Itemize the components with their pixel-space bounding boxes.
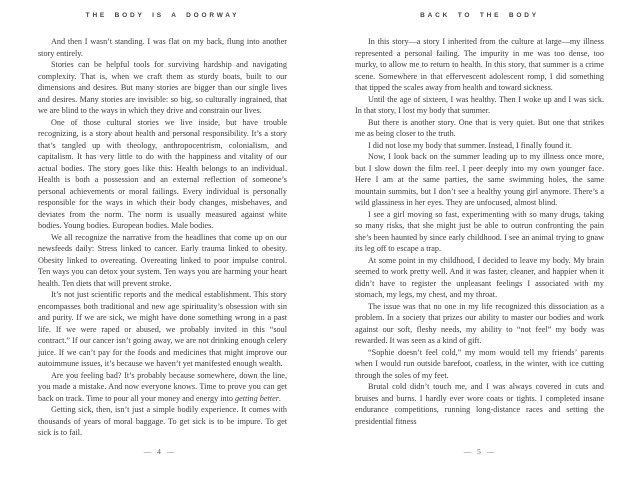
running-header-left: THE BODY IS A DOORWAY xyxy=(85,12,240,19)
text-segment: But there is another story. One that is very quiet. But one that strikes me as being closer to the truth. xyxy=(355,117,604,138)
text-segment: I did not lose my body that summer. Instead, I finally found it. xyxy=(368,140,572,150)
page-body-left xyxy=(38,36,287,439)
paragraph xyxy=(38,370,287,405)
paragraph xyxy=(38,36,287,59)
text-segment: Are you feeling bad? It’s probably because somewhere, down the line, you made a mistake. And now everyone knows. Time to prove you can get back on track. Time to pour all your money and energy into xyxy=(38,370,287,403)
text-segment: “Sophie doesn’t feel cold,” my mom would tell my friends’ parents when I would run outside barefoot, coatless, in the winter, with ice cutting through the soles of my feet. xyxy=(355,347,604,380)
text-segment: Stories can be helpful tools for surviving hardship and navigating complexity. That is, when we craft them as sturdy boats, built to our dimensions and desires. But many stories are bigger than our single lives and desires. Many stories are invisible: so big, so culturally ingrained, that we are blind to the ways in which they drive and constrain our lives. xyxy=(38,60,287,115)
text-segment: One of those cultural stories we live inside, but have trouble recognizing, is a story about health and personal responsibility. It’s a story that’s tangled up with theology, anthropocentrism, colonialism, and capitalism. It has very little to do with the happiness and vitality of our actual bodies. The story goes like this: Health belongs to an individual. Health is both a possession and an external reflection of someone’s personal achievements or moral failings. Every individual is personally responsible for the ways in which their body changes, misbehaves, and deviates from the norm. The norm is usually measured against white bodies. Young bodies. European bodies. Male bodies. xyxy=(38,117,287,230)
paragraph xyxy=(38,232,287,290)
text-segment: We all recognize the narrative from the headlines that come up on our newsfeeds daily: Stress linked to cancer. Early trauma linked to obesity. Obesity linked to overeating. Overeating linked to poor impulse control. Ten ways you can detox your system. Ten ways you are harming your heart health. Ten diets that will prevent stroke. xyxy=(38,232,287,288)
paragraph xyxy=(355,255,604,301)
paragraph xyxy=(355,301,604,347)
paragraph xyxy=(355,140,604,152)
paragraph xyxy=(38,289,287,370)
paragraph xyxy=(38,117,287,232)
text-segment: It’s not just scientific reports and the medical establishment. This story encompasses both traditional and new age spirituality’s obsession with sin and purity. If we are sick, we might have done something wrong in a past life. If we were raped or abused, we probably invited in this “soul contract.” If our cancer isn’t going away, we are not drinking enough celery juice. If we can’t pay for the foods and medicines that might improve our autoimmune issues, it’s because we haven’t yet manifested enough wealth. xyxy=(38,290,287,368)
paragraph xyxy=(355,151,604,209)
paragraph xyxy=(38,404,287,439)
paragraph xyxy=(355,94,604,117)
paragraph xyxy=(38,59,287,117)
text-segment: And then I wasn’t standing. I was flat on my back, flung into another story entirely. xyxy=(38,37,287,58)
text-segment: Until the age of sixteen, I was healthy. Then I woke up and I was sick. In that story, I lost my body that summer. xyxy=(355,94,604,115)
text-segment: Now, I look back on the summer leading up to my illness once more, but I slow down the film reel. I peer deeply into my own younger face. Here I am at the same parties, the same swimming holes, the same mountain summits, but I don’t see a healthy young girl anymore. There’s a wild glassiness in her eyes. They are unfocused, almost blind. xyxy=(355,152,604,207)
text-segment: Getting sick, then, isn’t just a simple bodily experience. It comes with thousands of years of moral baggage. To get sick is to be impure. To get sick is to fail. xyxy=(38,405,287,437)
running-header-right: BACK TO THE BODY xyxy=(420,12,539,19)
text-segment: I see a girl moving so fast, experimenting with so many drugs, taking so many risks, that she might just be able to outrun confronting the pain she’s been haunted by since early childhood. I see an animal trying to gnaw its leg off to escape a trap. xyxy=(355,209,604,253)
paragraph xyxy=(355,209,604,255)
paragraph xyxy=(355,381,604,427)
paragraph xyxy=(355,36,604,94)
page-body-right xyxy=(355,36,604,427)
paragraph xyxy=(355,347,604,382)
text-segment: Brutal cold didn’t touch me, and I was always covered in cuts and bruises and burns. I hardly ever wore coats or tights. I completed insane endurance competitions, running long-distance races and setting the presidential fitness xyxy=(355,382,604,426)
text-segment: . xyxy=(278,393,281,403)
italic-text-segment: getting better xyxy=(235,393,279,403)
paragraph xyxy=(355,117,604,140)
page-number-right: — 5 — xyxy=(463,447,497,456)
page-number-left: — 4 — xyxy=(143,447,177,456)
text-segment: In this story—a story I inherited from the culture at large—my illness represented a personal failing. The impurity in me was too dense, too murky, to allow me to return to health. In this story, that summer is a crime scene. Somewhere in that effervescent adolescent romp, I did something that tipped the scales away from health and toward sickness. xyxy=(355,37,604,92)
page-right xyxy=(320,0,640,478)
text-segment: At some point in my childhood, I decided to leave my body. My brain seemed to work pretty well. And it was faster, cleaner, and happier when it didn’t have to register the unpleasant feelings I associated with my stomach, my legs, my chest, and my throat. xyxy=(355,255,604,299)
text-segment: The issue was that no one in my life recognized this dissociation as a problem. In a society that prizes our ability to master our bodies and work against our soft, fleshy needs, my ability to “not feel” my body was rewarded. It was seen as a kind of gift. xyxy=(355,301,604,345)
